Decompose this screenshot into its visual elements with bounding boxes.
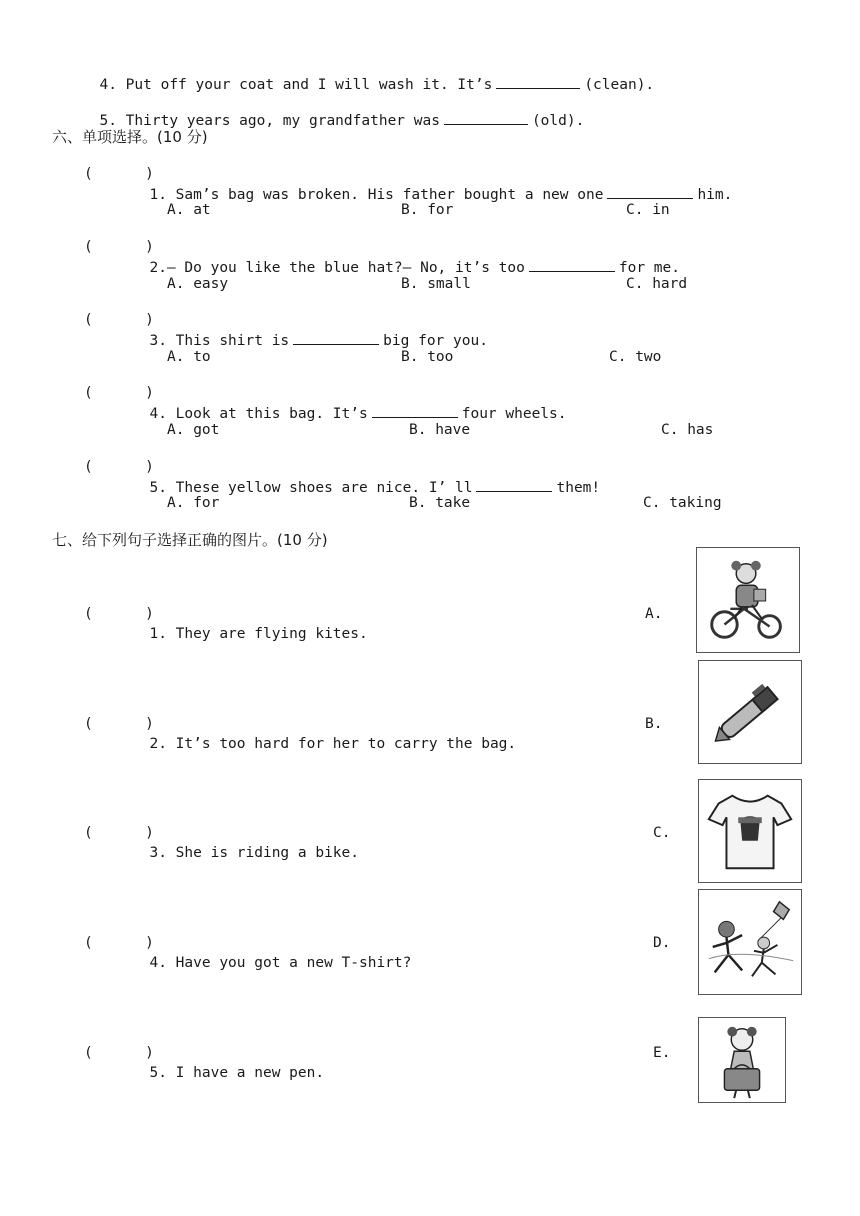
fill-item-4: 4. Put off your coat and I will wash it. It’s (clean). <box>82 54 654 95</box>
answer-parens[interactable]: ( ) <box>84 1045 154 1061</box>
question-blank <box>607 184 693 199</box>
option-c: C. hard <box>626 276 688 292</box>
picture-item-3: 3. She is riding a bike. <box>149 845 359 861</box>
fill-item-5: 5. Thirty years ago, my grandfather was (old). <box>82 90 584 131</box>
option-a: A. for <box>167 495 220 511</box>
answer-parens[interactable]: ( ) <box>84 239 154 255</box>
question-2: 2.— Do you like the blue hat?— No, it’s too for me. <box>132 237 680 278</box>
section-6-title: 六、单项选择。(10 分) <box>52 128 208 146</box>
question-1: 1. Sam’s bag was broken. His father bought a new one him. <box>132 164 732 205</box>
girl-carrying-bag-icon <box>698 1017 786 1103</box>
option-c: C. has <box>661 422 714 438</box>
option-b: B. have <box>409 422 471 438</box>
picture-letter: B. <box>645 716 663 732</box>
option-b: B. for <box>401 202 454 218</box>
picture-letter: D. <box>653 935 671 951</box>
kids-flying-kites-icon <box>698 889 802 995</box>
option-a: A. to <box>167 349 211 365</box>
option-c: C. in <box>626 202 670 218</box>
answer-parens[interactable]: ( ) <box>84 385 154 401</box>
pen-icon <box>698 660 802 764</box>
question-blank <box>293 330 379 345</box>
picture-item-2: 2. It’s too hard for her to carry the bag. <box>149 736 517 752</box>
girl-riding-bike-icon <box>696 547 800 653</box>
t-shirt-icon <box>698 779 802 883</box>
answer-parens[interactable]: ( ) <box>84 312 154 328</box>
option-c: C. two <box>609 349 662 365</box>
option-b: B. small <box>401 276 471 292</box>
answer-parens[interactable]: ( ) <box>84 459 154 475</box>
picture-item-4: 4. Have you got a new T-shirt? <box>149 955 412 971</box>
answer-parens[interactable]: ( ) <box>84 166 154 182</box>
question-4: 4. Look at this bag. It’s four wheels. <box>132 383 567 424</box>
section-7-title: 七、给下列句子选择正确的图片。(10 分) <box>52 531 328 549</box>
option-a: A. got <box>167 422 220 438</box>
answer-parens[interactable]: ( ) <box>84 825 154 841</box>
question-3: 3. This shirt is big for you. <box>132 310 488 351</box>
option-b: B. too <box>401 349 454 365</box>
question-blank <box>476 477 552 492</box>
picture-letter: A. <box>645 606 663 622</box>
question-blank <box>529 257 615 272</box>
question-5: 5. These yellow shoes are nice. I’ ll them! <box>132 457 600 498</box>
option-c: C. taking <box>643 495 722 511</box>
answer-blank[interactable] <box>496 74 580 89</box>
picture-item-5: 5. I have a new pen. <box>149 1065 325 1081</box>
picture-letter: C. <box>653 825 671 841</box>
answer-parens[interactable]: ( ) <box>84 716 154 732</box>
option-a: A. at <box>167 202 211 218</box>
question-blank <box>372 403 458 418</box>
answer-parens[interactable]: ( ) <box>84 935 154 951</box>
option-a: A. easy <box>167 276 229 292</box>
option-b: B. take <box>409 495 471 511</box>
picture-item-1: 1. They are flying kites. <box>149 626 368 642</box>
answer-parens[interactable]: ( ) <box>84 606 154 622</box>
answer-blank[interactable] <box>444 110 528 125</box>
picture-letter: E. <box>653 1045 671 1061</box>
